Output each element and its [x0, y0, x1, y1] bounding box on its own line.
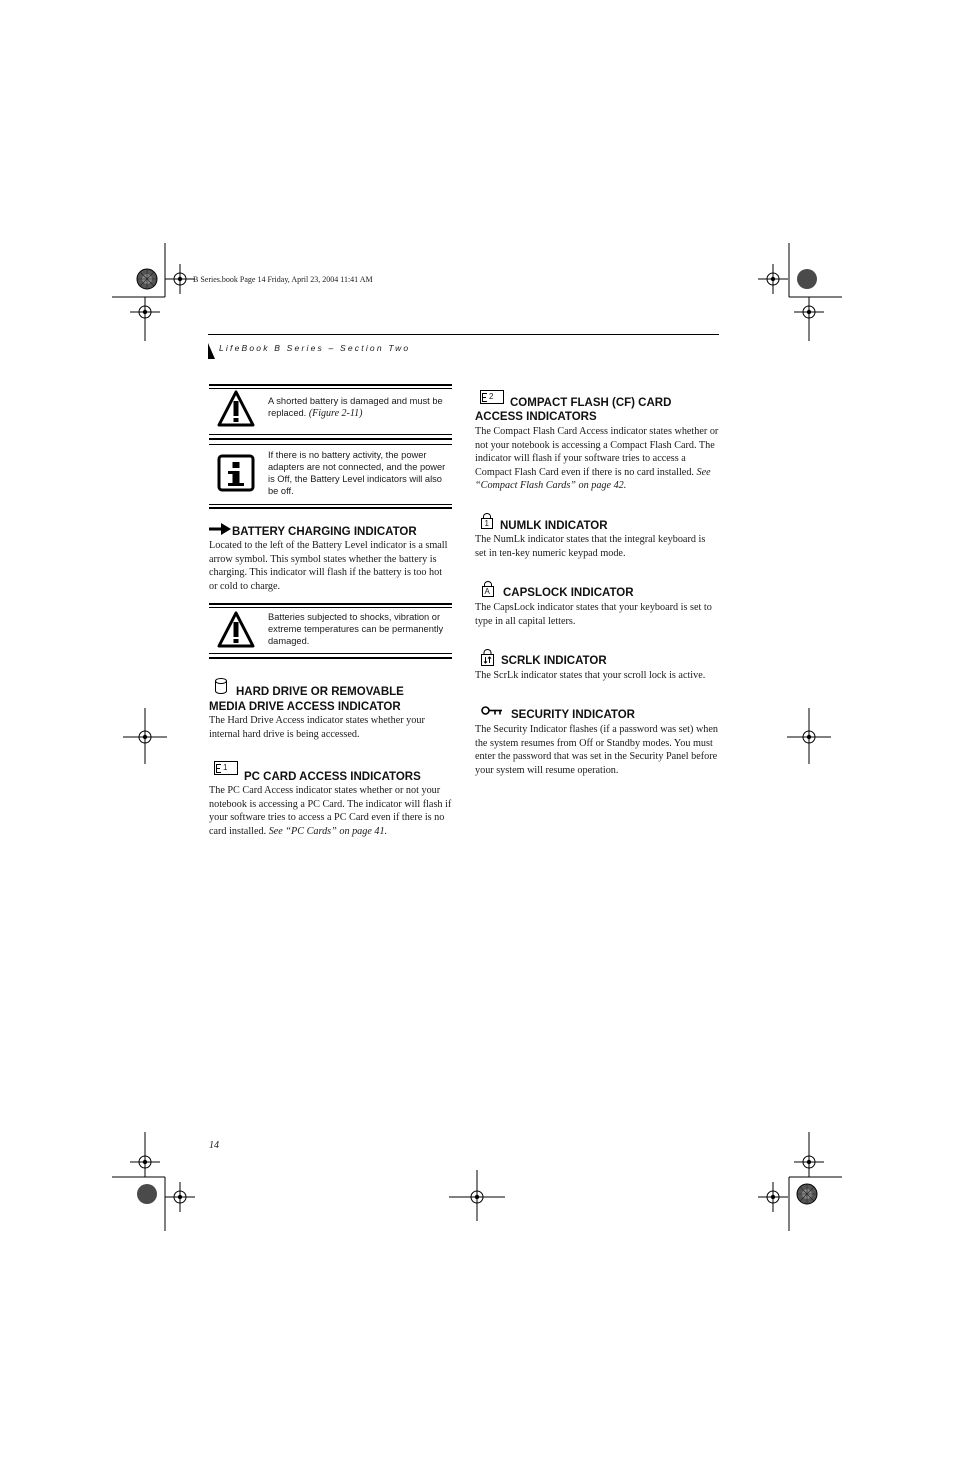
- pc-card-see-reference: See “PC Cards” on page 41.: [268, 825, 388, 837]
- note-rule: [209, 603, 452, 605]
- note-rule: [209, 507, 452, 509]
- numlk-heading: NUMLK INDICATOR: [500, 520, 608, 532]
- compact-flash-icon-label: 2: [489, 392, 494, 401]
- arrow-right-icon: [209, 523, 231, 535]
- note-rule: [209, 657, 452, 659]
- capslock-heading: CAPSLOCK INDICATOR: [503, 587, 634, 599]
- file-info: B Series.book Page 14 Friday, April 23, 2004 11:41 AM: [193, 275, 373, 284]
- note-rule: [209, 434, 452, 435]
- compact-flash-body: [475, 425, 719, 493]
- key-icon: [481, 706, 503, 716]
- scrlk-lock-icon: [481, 649, 494, 666]
- pc-card-icon-label: 1: [223, 763, 228, 772]
- hard-drive-body: The Hard Drive Access indicator states whether your internal hard drive is being accessed.: [209, 715, 425, 740]
- pc-card-heading: PC CARD ACCESS INDICATORS: [244, 771, 421, 783]
- header-rule: [208, 334, 719, 335]
- compact-flash-text: The Compact Flash Card Access indicator states whether or not your notebook is accessing a Compact Flash Card. The indicator will flash if your software tries to access a Compact Flash Card even if there is no card installed.: [475, 426, 719, 478]
- note-rule: [209, 607, 452, 608]
- warning-icon: [217, 390, 255, 428]
- page-number: 14: [209, 1140, 219, 1151]
- compact-flash-heading-line1: COMPACT FLASH (CF) CARD: [510, 397, 672, 409]
- hard-drive-heading-line2: MEDIA DRIVE ACCESS INDICATOR: [209, 701, 401, 713]
- security-heading: SECURITY INDICATOR: [511, 709, 635, 721]
- pc-card-body: [209, 784, 453, 838]
- capslock-lock-icon: [482, 581, 494, 597]
- capslock-body: The CapsLock indicator states that your keyboard is set to type in all capital letters.: [475, 602, 712, 627]
- capslock-icon-label: A: [484, 587, 490, 596]
- numlk-body: The NumLk indicator states that the integral keyboard is set in ten-key numeric keypad mode.: [475, 534, 706, 559]
- pc-card-icon: [214, 761, 238, 775]
- running-header: LifeBook B Series – Section Two: [219, 343, 411, 353]
- caution-text: A shorted battery is damaged and must be replaced.: [268, 396, 443, 418]
- info-icon: [217, 454, 255, 492]
- caution-note-battery-shocks: Batteries subjected to shocks, vibration or extreme temperatures can be permanently damaged.: [268, 612, 444, 646]
- note-rule: [209, 504, 452, 505]
- compact-flash-icon: [480, 390, 504, 404]
- battery-charging-body: Located to the left of the Battery Level indicator is a small arrow symbol. This symbol states whether the battery is charging. This indicator will flash if the battery is too hot or cold to charge.: [209, 540, 448, 592]
- numlk-icon-label: 1: [484, 519, 489, 528]
- figure-reference: (Figure 2-11): [308, 408, 363, 419]
- numlk-lock-icon: [481, 513, 493, 529]
- pc-card-text: The PC Card Access indicator states whether or not your notebook is accessing a PC Card. The indicator will flash if your software tries to access a PC Card even if there is no card installed.: [209, 785, 452, 837]
- scrlk-heading: SCRLK INDICATOR: [501, 655, 607, 667]
- note-rule: [209, 444, 452, 445]
- hard-drive-heading-line1: HARD DRIVE OR REMOVABLE: [236, 686, 404, 698]
- caution-note-shorted-battery: [268, 395, 448, 420]
- security-body: The Security Indicator flashes (if a password was set) when the system resumes from Off or Standby modes. You must enter the password that was set in the Security Panel before your system will resume operation.: [475, 724, 719, 776]
- compact-flash-heading-line2: ACCESS INDICATORS: [475, 411, 597, 423]
- battery-charging-heading: BATTERY CHARGING INDICATOR: [232, 526, 417, 538]
- hard-drive-icon: [214, 677, 228, 695]
- compact-flash-see-reference: See “Compact Flash Cards” on page 42.: [475, 466, 711, 491]
- note-rule: [209, 384, 452, 386]
- note-rule: [209, 653, 452, 654]
- note-rule: [209, 388, 452, 389]
- info-note-battery-activity: If there is no battery activity, the power adapters are not connected, and the power is Off, the Battery Level indicators will also be off.: [268, 450, 446, 496]
- header-corner-mark: [208, 343, 215, 359]
- note-rule: [209, 438, 452, 440]
- warning-icon: [217, 611, 255, 649]
- scrlk-body: The ScrLk indicator states that your scroll lock is active.: [475, 670, 706, 681]
